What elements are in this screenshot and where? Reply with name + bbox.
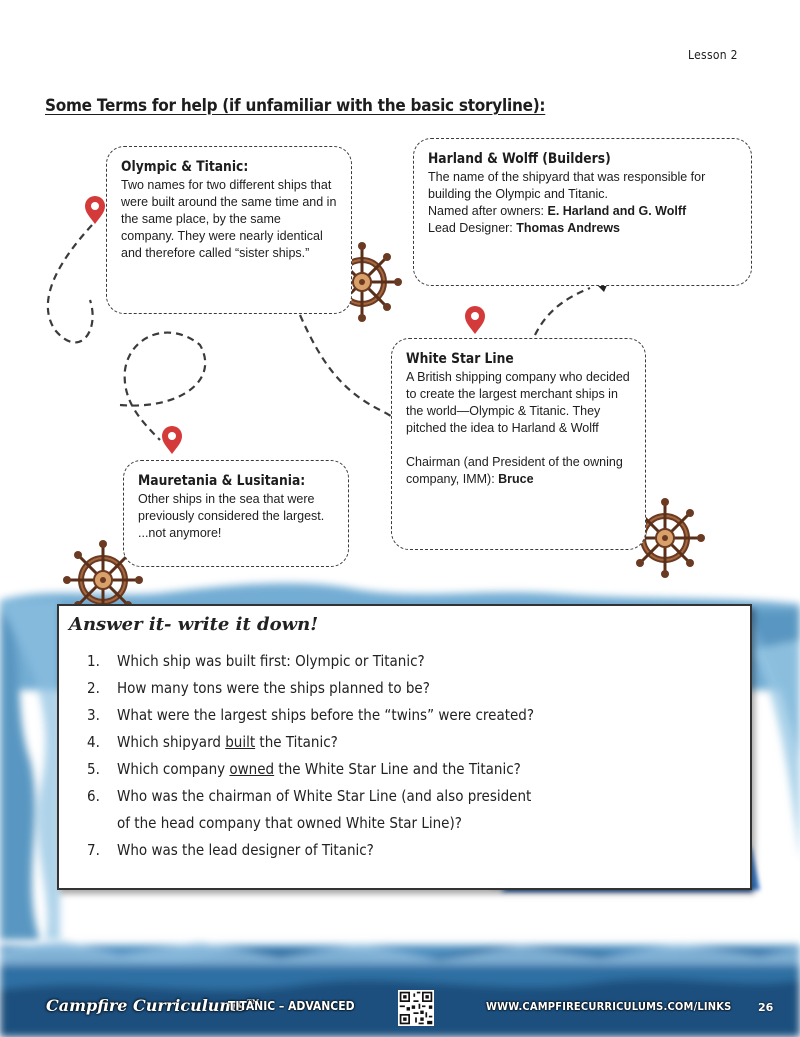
- chairman-label: Chairman (and President of the owning company, IMM):: [406, 455, 623, 486]
- lesson-label: Lesson 2: [688, 48, 738, 62]
- question-item: [87, 675, 537, 702]
- footer-link[interactable]: WWW.CAMPFIRECURRICULUMS.COM/LINKS: [486, 1000, 732, 1013]
- page-number: 26: [758, 1001, 774, 1014]
- question-number: 1.: [87, 652, 100, 670]
- question-number: 7.: [87, 841, 100, 859]
- question-emphasis: owned: [229, 760, 275, 778]
- designer-label: Lead Designer:: [428, 221, 517, 235]
- question-item: [87, 729, 537, 756]
- question-item: [87, 702, 537, 729]
- question-number: 3.: [87, 706, 100, 724]
- question-item: [87, 756, 537, 783]
- question-text: the Titanic?: [255, 733, 338, 751]
- term-title: Olympic & Titanic:: [121, 159, 249, 175]
- question-text: the White Star Line and the Titanic?: [274, 760, 521, 778]
- term-body: Two names for two different ships that were built around the same time and in the same place, by the same company. They were nearly identical and therefore called “sister ships.”: [121, 178, 337, 260]
- question-number: 6.: [87, 787, 100, 805]
- question-number: 4.: [87, 733, 100, 751]
- question-number: 2.: [87, 679, 100, 697]
- question-emphasis: built: [225, 733, 256, 751]
- owners-value: E. Harland and G. Wolff: [547, 204, 687, 218]
- term-card-mauretania-lusitania: [123, 460, 349, 567]
- question-text: What were the largest ships before the “twins” were created?: [117, 706, 535, 724]
- map-pin-icon: [162, 426, 182, 454]
- question-item: [87, 837, 537, 864]
- qr-code-icon[interactable]: [398, 990, 434, 1026]
- term-title: Mauretania & Lusitania:: [138, 473, 306, 489]
- question-item: [87, 648, 537, 675]
- question-text: Which ship was built first: Olympic or Titanic?: [117, 652, 425, 670]
- questions-list: [87, 648, 537, 864]
- term-chairman: [406, 454, 631, 488]
- question-text: Who was the chairman of White Star Line (and also president of the head company that owned White Star Line)?: [117, 787, 532, 832]
- term-body: The name of the shipyard that was responsible for building the Olympic and Titanic.: [428, 170, 706, 201]
- brand-logo: Campfire Curriculums™: [46, 996, 262, 1015]
- question-text: Who was the lead designer of Titanic?: [117, 841, 374, 859]
- question-item: [87, 783, 537, 837]
- term-owners: [428, 203, 737, 220]
- term-card-white-star-line: [391, 338, 646, 550]
- term-title: White Star Line: [406, 351, 514, 367]
- question-text: How many tons were the ships planned to be?: [117, 679, 430, 697]
- questions-box: [57, 604, 752, 890]
- term-body: A British shipping company who decided to create the largest merchant ships in the world—Olympic & Titanic. They pitched the idea to Harland & Wolff: [406, 370, 630, 435]
- questions-title: Answer it- write it down!: [69, 614, 319, 635]
- page-heading: Some Terms for help (if unfamiliar with the basic storyline):: [45, 96, 546, 116]
- term-body: Other ships in the sea that were previously considered the largest. ...not anymore!: [138, 492, 325, 540]
- term-title: Harland & Wolff (Builders): [428, 151, 611, 167]
- footer-title: TITANIC – ADVANCED: [228, 999, 355, 1013]
- term-card-olympic-titanic: [106, 146, 352, 314]
- question-text: Which company: [117, 760, 230, 778]
- question-number: 5.: [87, 760, 100, 778]
- map-pin-icon: [465, 306, 485, 334]
- term-card-harland-wolff: [413, 138, 752, 286]
- term-designer: [428, 220, 737, 237]
- question-text: Which shipyard: [117, 733, 226, 751]
- chairman-value: Bruce: [498, 472, 534, 486]
- owners-label: Named after owners:: [428, 204, 548, 218]
- designer-value: Thomas Andrews: [516, 221, 620, 235]
- map-pin-icon: [85, 196, 105, 224]
